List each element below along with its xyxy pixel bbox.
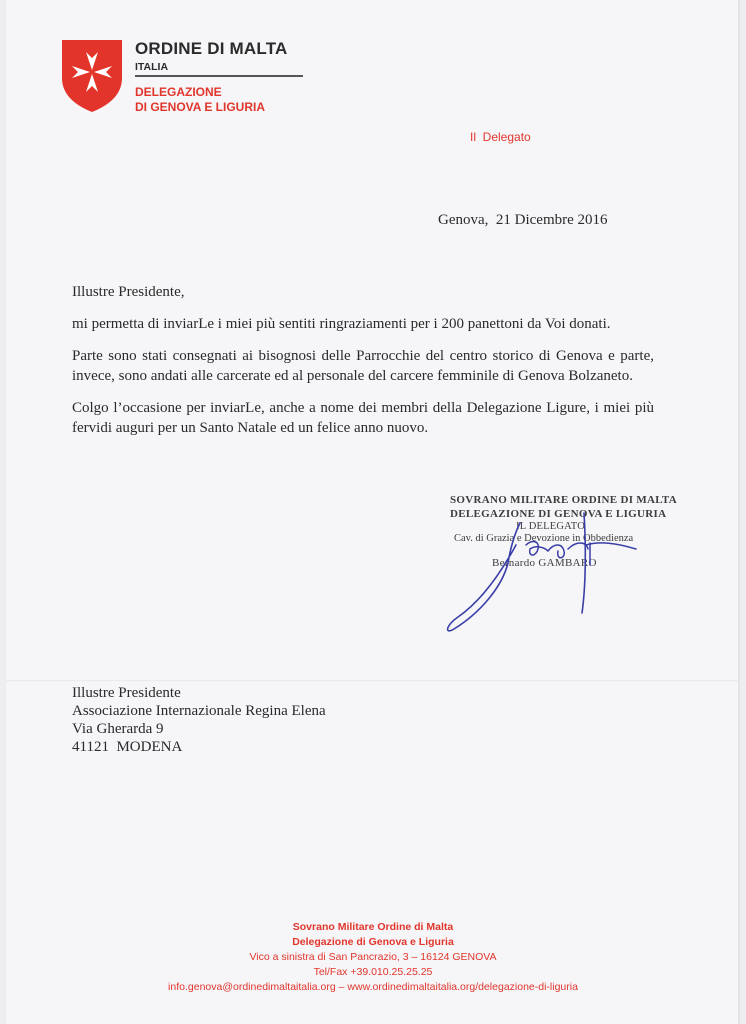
footer-phone: Tel/Fax +39.010.25.25.25 [313,966,433,978]
salutation: Illustre Presidente, [72,284,185,300]
role-title: Il Delegato [470,130,531,144]
footer-line-1: Sovrano Militare Ordine di Malta [292,921,454,933]
paragraph-2: Parte sono stati consegnati ai bisognosi delle Parrocchie del centro storico di Genova e parte, invece, sono andati alle carcerate ed al personale del carcere femminile di Genova Bolzaneto. [72,348,654,384]
stamp-line-2: DELEGAZIONE DI GENOVA E LIGURIA [450,508,667,520]
recipient-address [72,684,326,756]
stamp-line-4: Cav. di Grazia e Devozione in Obbedienza [454,533,634,544]
address-line-3: Via Gherarda 9 [72,721,164,737]
paragraph-3: Colgo l’occasione per inviarLe, anche a nome dei membri della Delegazione Ligure, i miei più fervidi auguri per un Santo Natale ed un felice anno nuovo. [72,400,654,436]
letterhead-footer [0,920,746,995]
signer-name: Bernardo GAMBARO [492,557,597,569]
paper-fold [6,680,738,682]
org-country: ITALIA [135,61,169,73]
stamp-line-1: SOVRANO MILITARE ORDINE DI MALTA [450,494,677,506]
footer-line-2: Delegazione di Genova e Liguria [292,936,454,948]
address-line-4: 41121 MODENA [72,739,183,755]
org-name: ORDINE DI MALTA [135,39,288,58]
delegation-line-2: DI GENOVA E LIGURIA [135,100,266,114]
delegation-line-1: DELEGAZIONE [135,85,222,99]
handwritten-signature [440,505,660,640]
footer-address: Vico a sinistra di San Pancrazio, 3 – 16124 GENOVA [249,951,497,963]
address-line-1: Illustre Presidente [72,685,181,701]
maltese-cross-shield-icon [60,38,124,114]
footer-web: info.genova@ordinedimaltaitalia.org – www.ordinedimaltaitalia.org/delegazione-di-liguria [168,981,578,993]
header-rule [135,75,303,77]
stamp-line-3: IL DELEGATO [516,521,585,532]
paragraph-1: mi permetta di inviarLe i miei più sentiti ringraziamenti per i 200 panettoni da Voi donati. [72,316,611,332]
letter-date: Genova, 21 Dicembre 2016 [438,212,608,228]
address-line-2: Associazione Internazionale Regina Elena [72,703,326,719]
